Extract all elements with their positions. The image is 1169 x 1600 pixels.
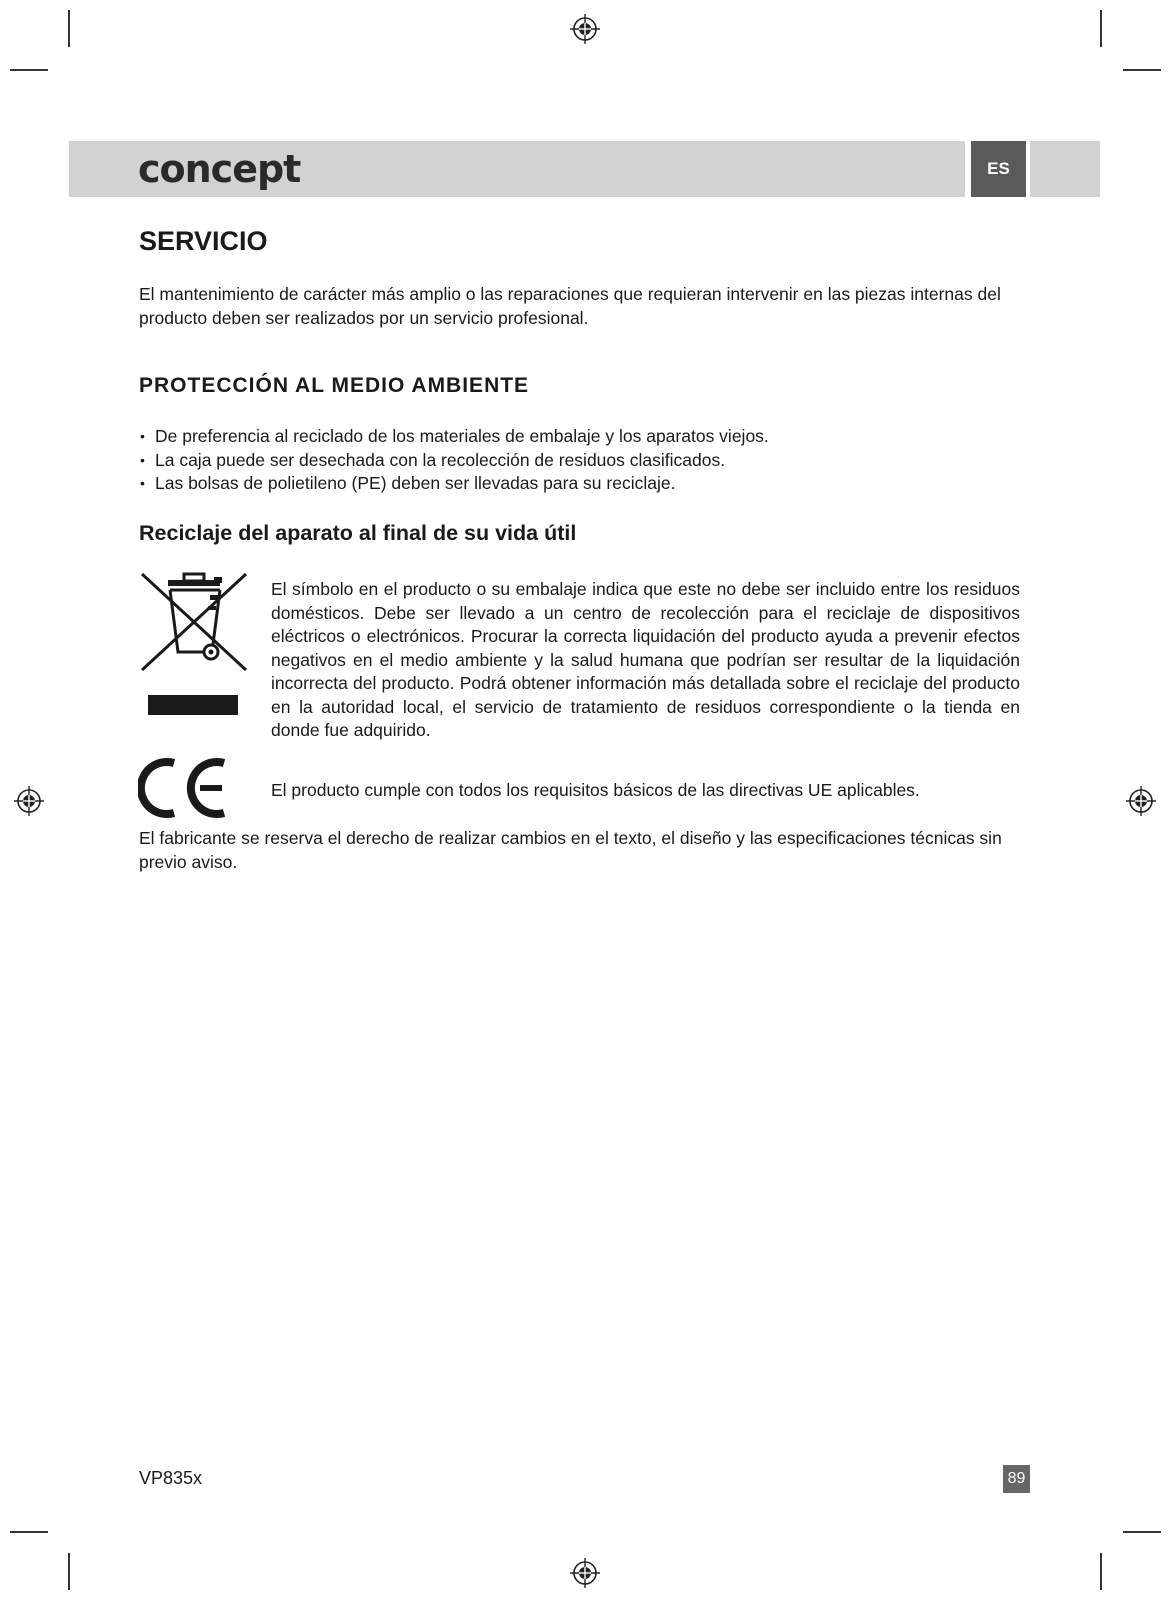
list-item: • Las bolsas de polietileno (PE) deben ser llevadas para su reciclaje. xyxy=(139,472,769,496)
section-title-proteccion: PROTECCIÓN AL MEDIO AMBIENTE xyxy=(139,374,530,397)
registration-mark-icon xyxy=(1124,784,1158,818)
crop-mark xyxy=(10,1531,48,1533)
crop-mark xyxy=(1123,69,1161,71)
crop-mark xyxy=(1100,10,1102,47)
crop-mark xyxy=(1100,1553,1102,1590)
ce-text: El producto cumple con todos los requisitos básicos de las directivas UE aplicables. xyxy=(271,780,920,800)
crossed-out-wheelie-bin-icon xyxy=(138,570,250,722)
section-title-reciclaje: Reciclaje del aparato al final de su vida útil xyxy=(139,521,577,545)
language-tag: ES xyxy=(971,141,1026,197)
crop-mark xyxy=(68,10,70,47)
disclaimer-text: El fabricante se reserva el derecho de realizar cambios en el texto, el diseño y las especificaciones técnicas sin previo aviso. xyxy=(139,828,1002,872)
servicio-text: El mantenimiento de carácter más amplio o las reparaciones que requieran intervenir en las piezas internas del producto deben ser realizados por un servicio profesional. xyxy=(139,284,1001,328)
page-number: 89 xyxy=(1003,1465,1030,1493)
registration-mark-icon xyxy=(568,1556,602,1590)
list-item: • La caja puede ser desechada con la recolección de residuos clasificados. xyxy=(139,449,769,473)
crop-mark xyxy=(68,1553,70,1590)
crop-mark xyxy=(1123,1531,1161,1533)
list-item: • De preferencia al reciclado de los materiales de embalaje y los aparatos viejos. xyxy=(139,425,769,449)
ce-mark-icon xyxy=(138,757,228,819)
proteccion-bullet-list xyxy=(139,425,769,496)
crop-mark xyxy=(10,69,48,71)
header-bar-end xyxy=(1030,141,1100,197)
registration-mark-icon xyxy=(568,12,602,46)
weee-text: El símbolo en el producto o su embalaje indica que este no debe ser incluido entre los residuos domésticos. Debe ser llevado a un centro de recolección para el reciclaje de dispositivos eléctricos o electrónicos. Procurar la correcta liquidación del producto ayuda a prevenir efectos negativos en el medio ambiente y la salud humana que podrían ser resultar de la liquidación incorrecta del producto. Podrá obtener información más detallada sobre el reciclaje del producto en la autoridad local, el servicio de tratamiento de residuos correspondiente o la tienda en donde fue adquirido. xyxy=(271,579,1020,740)
section-title-servicio: SERVICIO xyxy=(139,226,268,256)
registration-mark-icon xyxy=(12,784,46,818)
model-number: VP835x xyxy=(139,1468,203,1488)
brand-logo: concept xyxy=(138,147,301,191)
